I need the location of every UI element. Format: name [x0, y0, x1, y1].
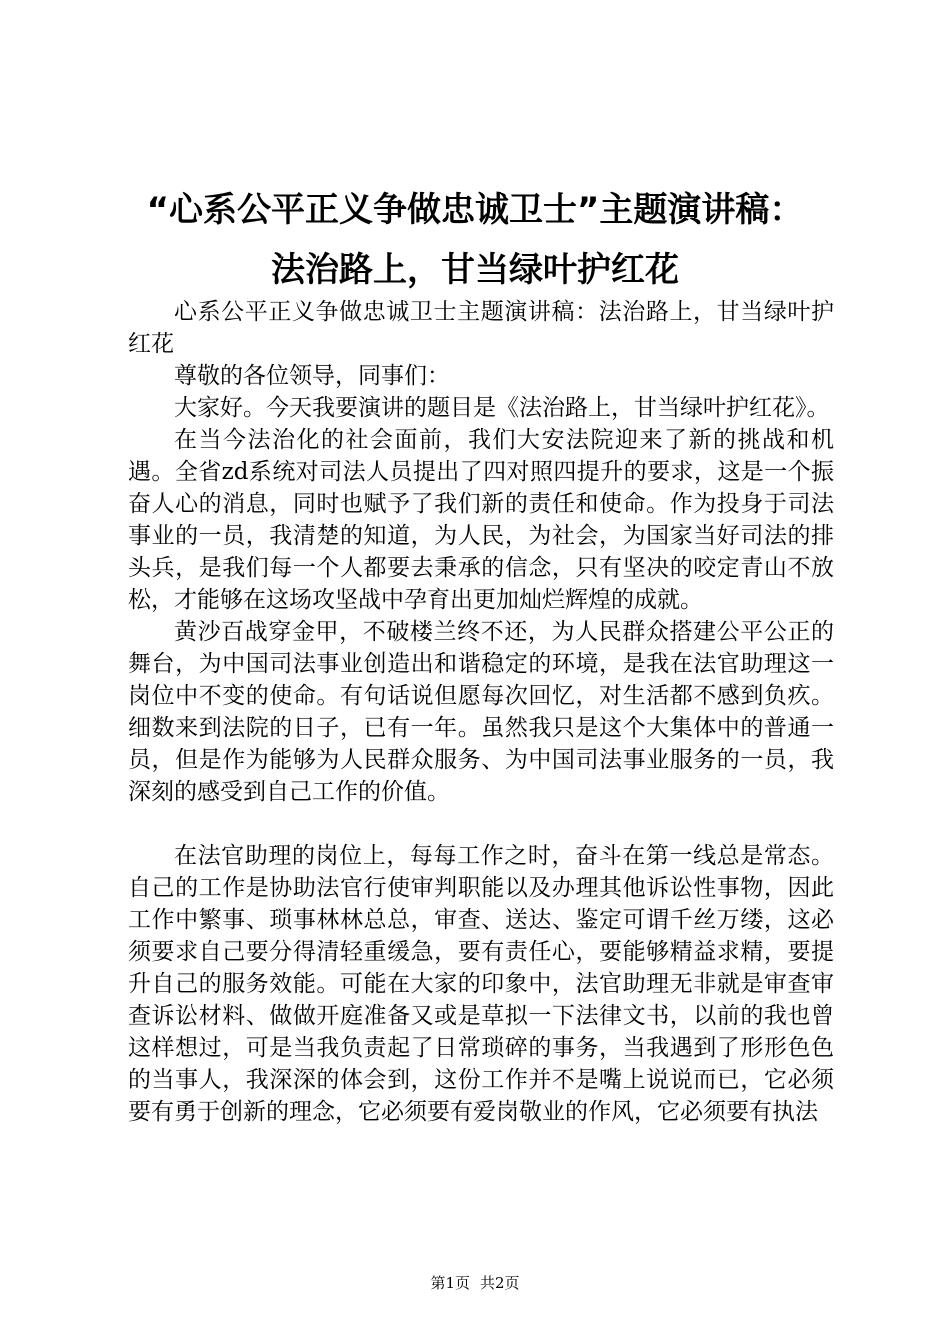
- document-title-line-2: 法治路上，甘当绿叶护红花: [271, 250, 679, 290]
- document-body: [128, 296, 834, 1128]
- page-number: 第1页: [430, 1274, 470, 1292]
- paragraph-body: 在当今法治化的社会面前，我们大安法院迎来了新的挑战和机遇。全省zd系统对司法人员提出了四对照四提升的要求，这是一个振奋人心的消息，同时也赋予了我们新的责任和使命。作为投身于司法事业的一员，我清楚的知道，为人民，为社会，为国家当好司法的排头兵，是我们每一个人都要去秉承的信念，只有坚决的咬定青山不放松，才能够在这场攻坚战中孕育出更加灿烂辉煌的成就。: [128, 427, 834, 613]
- page-footer: [0, 1273, 950, 1293]
- page-total: 共2页: [480, 1274, 520, 1292]
- document-title-line-1: “心系公平正义争做忠诚卫士”主题演讲稿：: [146, 190, 804, 230]
- paragraph-greeting: 大家好。今天我要演讲的题目是《法治路上，甘当绿叶护红花》。: [174, 395, 830, 421]
- paragraph-body: 黄沙百战穿金甲，不破楼兰终不还，为人民群众搭建公平公正的舞台，为中国司法事业创造出和谐稳定的环境，是我在法官助理这一岗位中不变的使命。有句话说但愿每次回忆，对生活都不感到负疚。细数来到法院的日子，已有一年。虽然我只是这个大集体中的普通一员，但是作为能够为人民群众服务、为中国司法事业服务的一员，我深刻的感受到自己工作的价值。: [128, 619, 834, 805]
- paragraph-body: 在法官助理的岗位上，每每工作之时，奋斗在第一线总是常态。自己的工作是协助法官行使审判职能以及办理其他诉讼性事物，因此工作中繁事、琐事林林总总，审查、送达、鉴定可谓千丝万缕，这必须要求自己要分得清轻重缓急，要有责任心，要能够精益求精，要提升自己的服务效能。可能在大家的印象中，法官助理无非就是审查审查诉讼材料、做做开庭准备又或是草拟一下法律文书，以前的我也曾这样想过，可是当我负责起了日常琐碎的事务，当我遇到了形形色色的当事人，我深深的体会到，这份工作并不是嘴上说说而已，它必须要有勇于创新的理念，它必须要有爱岗敬业的作风，它必须要有执法: [128, 843, 834, 1125]
- paragraph-subtitle: 心系公平正义争做忠诚卫士主题演讲稿：法治路上，甘当绿叶护红花: [128, 299, 834, 357]
- paragraph-salutation: 尊敬的各位领导，同事们：: [174, 363, 450, 389]
